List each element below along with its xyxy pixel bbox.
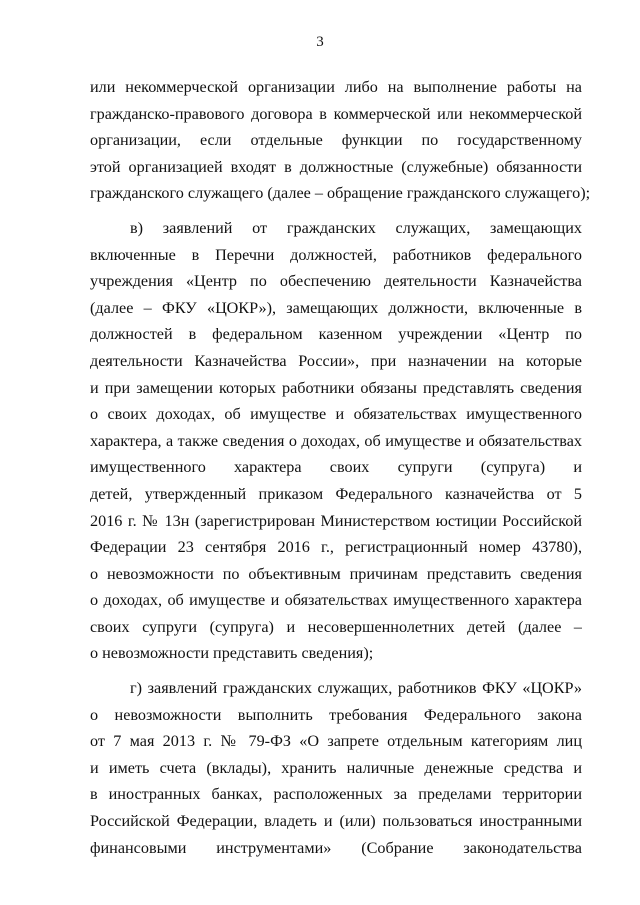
- text-line: о невозможности выполнить требования Федерального закона: [90, 705, 582, 724]
- text-line: в) заявлений от гражданских служащих, замещающих: [130, 218, 582, 237]
- text-line: или некоммерческой организации либо на выполнение работы на: [90, 78, 582, 96]
- text-line: 2016 г. № 13н (зарегистрирован Министерством юстиции Российской: [90, 511, 582, 530]
- text-line: характера, а также сведения о доходах, об имуществе и обязательствах: [90, 431, 582, 450]
- text-line: финансовыми инструментами» (Собрание законодательства: [90, 838, 582, 857]
- text-line: о доходах, об имуществе и обязательствах имущественного характера: [90, 591, 582, 610]
- text-line: от 7 мая 2013 г. № 79-ФЗ «О запрете отдельным категориям лиц: [90, 732, 582, 751]
- text-line: своих супруги (супруга) и несовершеннолетних детей (далее –: [90, 617, 582, 636]
- text-line: о невозможности представить сведения);: [90, 644, 374, 663]
- text-line: в иностранных банках, расположенных за пределами территории: [90, 785, 582, 804]
- text-line: (далее – ФКУ «ЦОКР»), замещающих должности, включенные в: [90, 298, 582, 317]
- text-line: детей, утвержденный приказом Федерального казначейства от 5: [90, 484, 582, 503]
- text-line: о невозможности по объективным причинам представить сведения: [90, 564, 582, 583]
- paragraph-continuation: [90, 74, 591, 207]
- text-line: должностей в федеральном казенном учреждении «Центр по: [90, 325, 582, 344]
- page-number: 3: [316, 34, 324, 50]
- text-line: о своих доходах, об имуществе и обязательствах имущественного: [90, 405, 582, 424]
- text-line: г) заявлений гражданских служащих, работников ФКУ «ЦОКР»: [130, 679, 582, 698]
- paragraph-g: [90, 675, 582, 861]
- text-line: этой организацией входят в должностные (служебные) обязанности: [90, 157, 582, 176]
- text-line: гражданского служащего (далее – обращение гражданского служащего);: [90, 184, 591, 203]
- text-line: учреждения «Центр по обеспечению деятельности Казначейства: [90, 272, 582, 291]
- text-line: гражданско-правового договора в коммерческой или некоммерческой: [90, 104, 582, 123]
- text-line: и при замещении которых работники обязаны представлять сведения: [90, 378, 582, 397]
- text-line: включенные в Перечни должностей, работников федерального: [90, 245, 582, 264]
- text-line: и иметь счета (вклады), хранить наличные денежные средства и: [90, 758, 582, 777]
- text-line: деятельности Казначейства России», при назначении на которые: [90, 351, 582, 370]
- text-line: организации, если отдельные функции по государственному: [90, 131, 582, 150]
- paragraph-v: [90, 215, 582, 667]
- document-body: [90, 74, 591, 861]
- text-line: Федерации 23 сентября 2016 г., регистрационный номер 43780),: [90, 538, 582, 557]
- text-line: имущественного характера своих супруги (супруга) и: [90, 458, 582, 477]
- text-line: Российской Федерации, владеть и (или) пользоваться иностранными: [90, 812, 582, 831]
